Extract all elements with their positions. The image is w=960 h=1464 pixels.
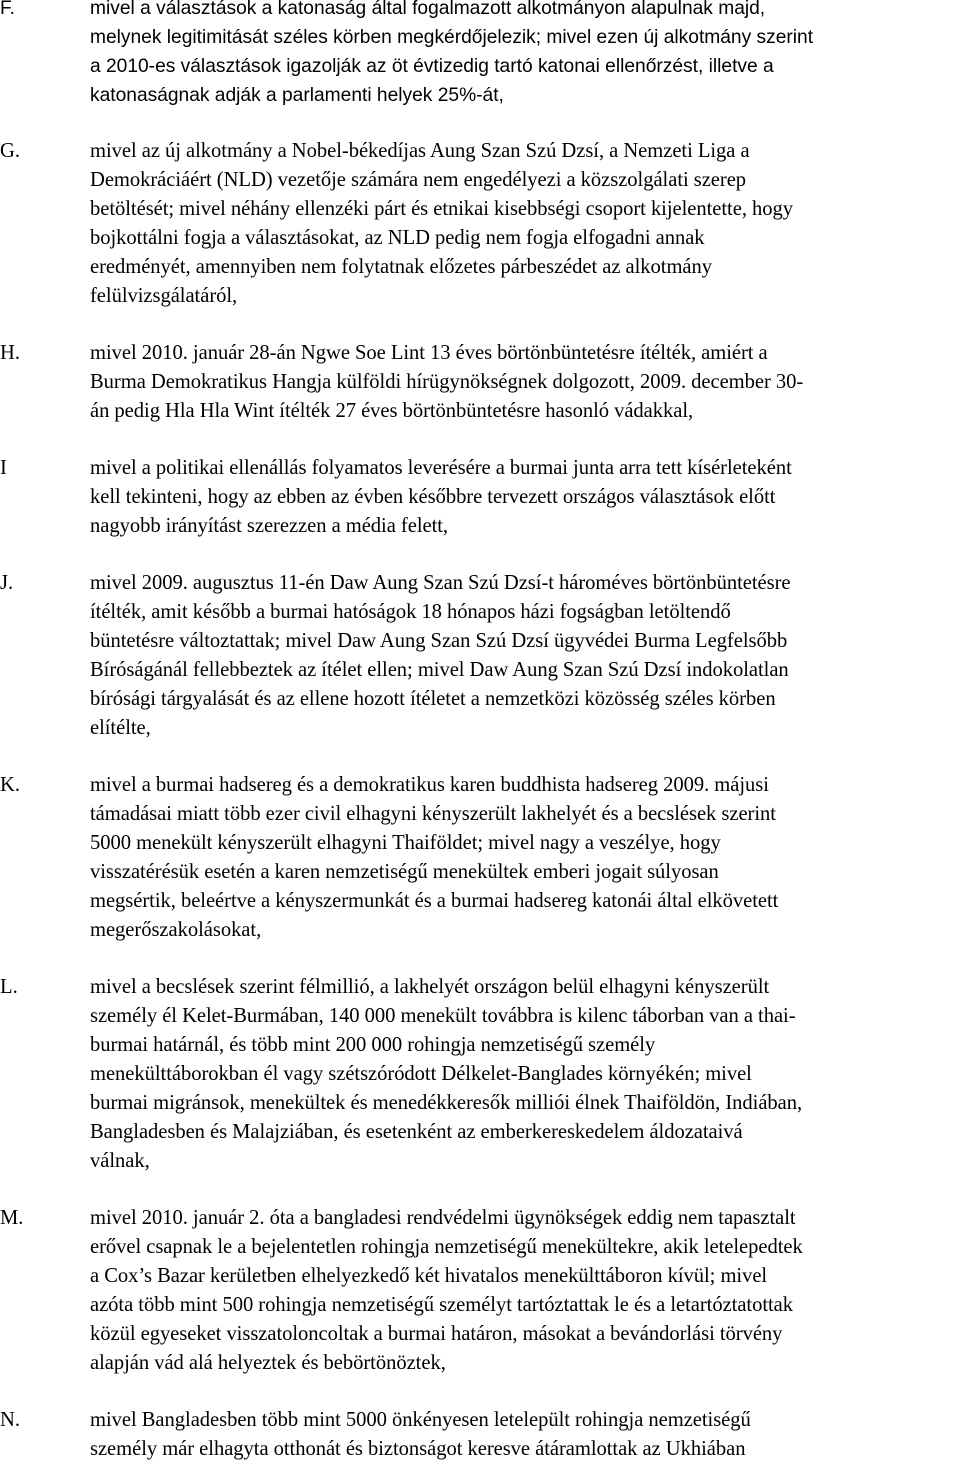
recital-text [90, 569, 956, 743]
recital-text [90, 1406, 956, 1464]
text-line: mivel a politikai ellenállás folyamatos leverésére a burmai junta arra tett kísérleteként [90, 457, 792, 479]
text-line: bírósági tárgyalását és az ellene hozott ítéletet a nemzetközi közösség széles körben [90, 688, 776, 710]
text-line: mivel 2010. január 28-án Ngwe Soe Lint 13 éves börtönbüntetésre ítélték, amiért a [90, 342, 768, 364]
recital-letter: J. [0, 572, 14, 594]
text-line: mivel az új alkotmány a Nobel-békedíjas Aung Szan Szú Dzsí, a Nemzeti Liga a [90, 140, 750, 162]
text-line: eredményét, amennyiben nem folytatnak előzetes párbeszédet az alkotmány [90, 256, 712, 278]
text-line: Bangladesben és Malajziában, és esetenként az emberkereskedelem áldozataivá [90, 1121, 743, 1143]
text-line: katonaságnak adják a parlamenti helyek 25%-át, [90, 85, 504, 106]
recital-text [90, 973, 956, 1176]
text-line: megerőszakolásokat, [90, 919, 262, 941]
recital-text [90, 137, 956, 311]
text-line: burmai migránsok, menekültek és menedékkeresők milliói élnek Thaiföldön, Indiában, [90, 1092, 803, 1114]
recital-i [0, 454, 960, 541]
recital-letter: N. [0, 1409, 21, 1431]
text-line: Demokráciáért (NLD) vezetője számára nem engedélyezi a közszolgálati szerep [90, 169, 747, 191]
text-line: burmai határnál, és több mint 200 000 rohingja nemzetiségű személy [90, 1034, 656, 1056]
text-line: büntetésre változtattak; mivel Daw Aung Szan Szú Dzsí ügyvédei Burma Legfelsőbb [90, 630, 788, 652]
recital-g [0, 137, 960, 311]
recital-text [90, 771, 956, 945]
recital-text [90, 0, 956, 110]
text-line: visszatérésük esetén a karen nemzetiségű menekültek emberi jogait súlyosan [90, 861, 719, 883]
recital-f [0, 0, 960, 110]
recital-letter: G. [0, 140, 21, 162]
recital-letter: I [0, 457, 7, 479]
text-line: bojkottálni fogja a választásokat, az NLD pedig nem fogja elfogadni annak [90, 227, 705, 249]
text-line: alapján vád alá helyeztek és bebörtönöztek, [90, 1352, 446, 1374]
text-line: közül egyeseket visszatoloncoltak a burmai határon, másokat a bevándorlási törvény [90, 1323, 783, 1345]
text-line: 5000 menekült kényszerült elhagyni Thaiföldet; mivel nagy a veszélye, hogy [90, 832, 721, 854]
text-line: án pedig Hla Hla Wint ítélték 27 éves börtönbüntetésre hasonló vádakkal, [90, 400, 694, 422]
text-line: mivel a becslések szerint félmillió, a lakhelyét országon belül elhagyni kényszerült [90, 976, 770, 998]
text-line: melynek legitimitását széles körben megkérdőjelezik; mivel ezen új alkotmány szerint [90, 27, 814, 48]
recital-n [0, 1406, 960, 1464]
recital-letter: L. [0, 976, 18, 998]
text-line: menekülttáborokban él vagy szétszóródott Délkelet-Banglades környékén; mivel [90, 1063, 752, 1085]
recital-l [0, 973, 960, 1176]
recital-text [90, 339, 956, 426]
recital-letter: H. [0, 342, 21, 364]
text-line: nagyobb irányítást szerezzen a média felett, [90, 515, 449, 537]
text-line: megsértik, beleértve a kényszermunkát és a burmai hadsereg katonái által elkövetett [90, 890, 779, 912]
text-line: válnak, [90, 1150, 150, 1172]
text-line: erővel csapnak le a bejelentetlen rohingja nemzetiségű menekültekre, akik letelepedtek [90, 1236, 803, 1258]
text-line: személy már elhagyta otthonát és biztonságot keresve átáramlottak az Ukhiában [90, 1438, 746, 1460]
recital-h [0, 339, 960, 426]
text-line: mivel 2010. január 2. óta a bangladesi rendvédelmi ügynökségek eddig nem tapasztalt [90, 1207, 796, 1229]
text-line: személy él Kelet-Burmában, 140 000 menekült továbbra is kilenc táborban van a thai- [90, 1005, 796, 1027]
recital-text [90, 1204, 956, 1378]
recital-letter: M. [0, 1207, 24, 1229]
recital-m [0, 1204, 960, 1378]
text-line: felülvizsgálatáról, [90, 285, 238, 307]
recital-letter: K. [0, 774, 21, 796]
text-line: mivel a választások a katonaság által fogalmazott alkotmányon alapulnak majd, [90, 0, 766, 19]
text-line: mivel Bangladesben több mint 5000 önkényesen letelepült rohingja nemzetiségű [90, 1409, 751, 1431]
text-line: mivel a burmai hadsereg és a demokratikus karen buddhista hadsereg 2009. májusi [90, 774, 769, 796]
recital-j [0, 569, 960, 743]
recital-letter: F. [0, 0, 15, 19]
text-line: Bíróságánál fellebbeztek az ítélet ellen; mivel Daw Aung Szan Szú Dzsí indokolatlan [90, 659, 789, 681]
text-line: támadásai miatt több ezer civil elhagyni kényszerült lakhelyét és a becslések szerint [90, 803, 776, 825]
text-line: a 2010-es választások igazolják az öt évtizedig tartó katonai ellenőrzést, illetve a [90, 56, 774, 77]
text-line: elítélte, [90, 717, 151, 739]
text-line: a Cox’s Bazar kerületben elhelyezkedő két hivatalos menekülttáboron kívül; mivel [90, 1265, 768, 1287]
text-line: betöltését; mivel néhány ellenzéki párt és etnikai kisebbségi csoport kijelentette, hogy [90, 198, 794, 220]
text-line: mivel 2009. augusztus 11-én Daw Aung Szan Szú Dzsí-t hároméves börtönbüntetésre [90, 572, 791, 594]
recital-text [90, 454, 956, 541]
recital-k [0, 771, 960, 945]
text-line: azóta több mint 500 rohingja nemzetiségű személyt tartóztattak le és a letartóztatottak [90, 1294, 794, 1316]
text-line: kell tekinteni, hogy az ebben az évben későbbre tervezett országos választások előtt [90, 486, 776, 508]
text-line: ítélték, amit később a burmai hatóságok 18 hónapos házi fogságban letöltendő [90, 601, 731, 623]
text-line: Burma Demokratikus Hangja külföldi hírügynökségnek dolgozott, 2009. december 30- [90, 371, 804, 393]
